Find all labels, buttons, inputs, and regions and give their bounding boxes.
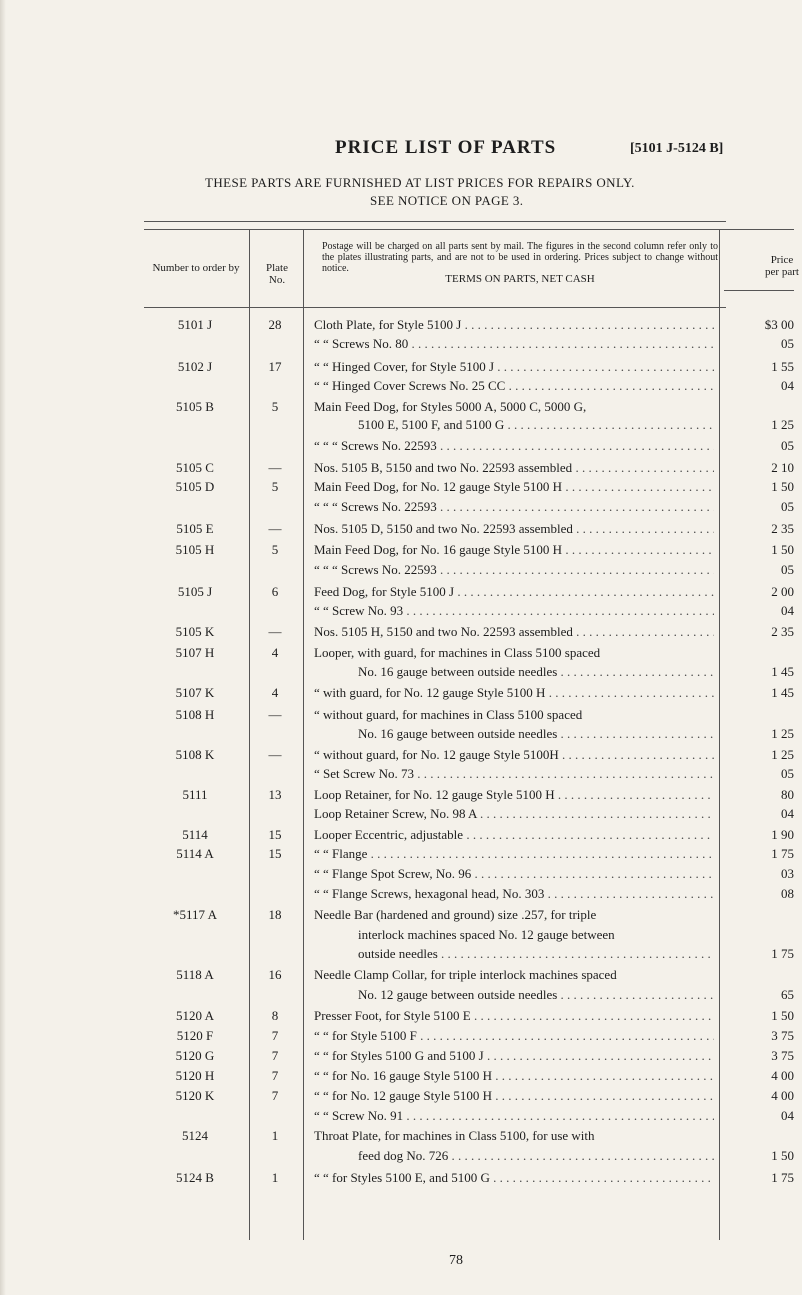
part-number: 5105 D <box>175 479 215 494</box>
table-row <box>0 726 802 746</box>
part-description: “ “ “ Screws No. 22593 . . . <box>314 562 714 578</box>
part-description: Loop Retainer, for No. 12 gauge Style 5100 H . . . <box>314 787 714 803</box>
part-number: 5105 J <box>177 584 213 599</box>
plate-number: 1 <box>271 1128 279 1143</box>
part-price: 05 <box>781 499 794 514</box>
plate-number: 16 <box>268 967 282 982</box>
table-row <box>0 438 802 458</box>
part-number: 5114 A <box>176 846 214 861</box>
part-price: 1 75 <box>771 846 794 861</box>
page-title: PRICE LIST OF PARTS <box>335 137 557 158</box>
part-description: Nos. 5105 H, 5150 and two No. 22593 assembled . . . <box>314 624 714 640</box>
table-row <box>0 1170 802 1190</box>
plate-number: 7 <box>271 1048 279 1063</box>
plate-number: 18 <box>268 907 282 922</box>
part-price: 03 <box>781 866 794 881</box>
column-plate: Plate No. <box>266 262 288 286</box>
part-description: Main Feed Dog, for No. 16 gauge Style 5100 H . . . <box>314 542 714 558</box>
table-row <box>0 806 802 826</box>
part-description: Feed Dog, for Style 5100 J . . . <box>314 584 714 600</box>
part-price: 04 <box>781 603 794 618</box>
part-description: Needle Clamp Collar, for triple interlock machines spaced <box>314 967 617 982</box>
part-price: 4 00 <box>771 1088 794 1103</box>
part-description: “ “ Hinged Cover, for Style 5100 J . . . <box>314 359 714 375</box>
part-description: “ “ for Styles 5100 E, and 5100 G . . . <box>314 1170 714 1186</box>
part-number: 5124 B <box>176 1170 214 1185</box>
part-price: 04 <box>781 806 794 821</box>
table-row <box>0 645 802 665</box>
table-row <box>0 886 802 906</box>
table-row <box>0 460 802 480</box>
plate-number: — <box>268 747 282 762</box>
table-row <box>0 1148 802 1168</box>
part-description: “ without guard, for machines in Class 5100 spaced <box>314 707 583 722</box>
part-price: 2 35 <box>771 521 794 536</box>
part-description: outside needles . . . <box>358 946 714 962</box>
subtitle-repairs: THESE PARTS ARE FURNISHED AT LIST PRICES FOR REPAIRS ONLY. <box>205 175 635 190</box>
part-price: 65 <box>781 987 794 1002</box>
table-row <box>0 317 802 337</box>
part-description: “ “ for No. 12 gauge Style 5100 H . . . <box>314 1088 714 1104</box>
part-description: “ “ Flange Screws, hexagonal head, No. 303 . . . <box>314 886 714 902</box>
part-price: 1 45 <box>771 685 794 700</box>
part-number: 5102 J <box>177 359 213 374</box>
part-price: 1 50 <box>771 479 794 494</box>
plate-number: — <box>268 624 282 639</box>
table-row <box>0 1068 802 1088</box>
notice-text: Postage will be charged on all parts sent by mail. The figures in the second column refer only to the plates illustrating parts, and are not to be used in ordering. Prices subject to change without notice. <box>322 241 718 274</box>
page-number: 78 <box>449 1253 463 1268</box>
table-row <box>0 584 802 604</box>
table-row <box>0 1028 802 1048</box>
part-number: 5120 K <box>175 1088 215 1103</box>
plate-number: — <box>268 521 282 536</box>
part-description: “ “ Screw No. 91 . . . <box>314 1108 714 1124</box>
table-row <box>0 479 802 499</box>
part-price: 1 55 <box>771 359 794 374</box>
part-price: 4 00 <box>771 1068 794 1083</box>
part-price: 1 50 <box>771 1008 794 1023</box>
part-number: 5107 H <box>175 645 215 660</box>
part-price: 1 50 <box>771 542 794 557</box>
table-row <box>0 1088 802 1108</box>
table-row <box>0 664 802 684</box>
plate-number: 7 <box>271 1068 279 1083</box>
part-description: Looper, with guard, for machines in Class 5100 spaced <box>314 645 601 660</box>
header-top-rule-2 <box>144 229 794 230</box>
table-row <box>0 1108 802 1128</box>
part-description: feed dog No. 726 . . . <box>358 1148 714 1164</box>
part-number: 5114 <box>182 827 208 842</box>
part-price: 05 <box>781 336 794 351</box>
part-price: 3 75 <box>771 1028 794 1043</box>
part-number: 5101 J <box>177 317 213 332</box>
part-number: *5117 A <box>173 907 217 922</box>
table-row <box>0 542 802 562</box>
part-description: Nos. 5105 D, 5150 and two No. 22593 assembled . . . <box>314 521 714 537</box>
table-row <box>0 399 802 419</box>
part-description: “ “ Flange Spot Screw, No. 96 . . . <box>314 866 714 882</box>
plate-number: 4 <box>271 685 279 700</box>
part-price: 80 <box>781 787 794 802</box>
part-description: “ “ Flange . . . <box>314 846 714 862</box>
plate-number: 5 <box>271 479 279 494</box>
table-row <box>0 967 802 987</box>
part-price: 2 35 <box>771 624 794 639</box>
header-top-rule <box>144 221 726 222</box>
table-row <box>0 685 802 705</box>
part-description: “ “ “ Screws No. 22593 . . . <box>314 499 714 515</box>
table-row <box>0 946 802 966</box>
table-row <box>0 846 802 866</box>
part-number: 5118 A <box>176 967 214 982</box>
table-row <box>0 987 802 1007</box>
table-row <box>0 417 802 437</box>
part-description: Presser Foot, for Style 5100 E . . . <box>314 1008 714 1024</box>
part-description: Looper Eccentric, adjustable . . . <box>314 827 714 843</box>
part-description: “ “ for No. 16 gauge Style 5100 H . . . <box>314 1068 714 1084</box>
table-row <box>0 624 802 644</box>
part-number: 5108 H <box>175 707 215 722</box>
part-price: 2 10 <box>771 460 794 475</box>
part-price: 1 45 <box>771 664 794 679</box>
column-price: Price per part <box>765 254 799 278</box>
part-description: “ “ “ Screws No. 22593 . . . <box>314 438 714 454</box>
plate-number: 5 <box>271 399 279 414</box>
part-description: Nos. 5105 B, 5150 and two No. 22593 assembled . . . <box>314 460 714 476</box>
part-description: “ Set Screw No. 73 . . . <box>314 766 714 782</box>
plate-number: 1 <box>271 1170 279 1185</box>
part-number: 5105 C <box>176 460 214 475</box>
table-row <box>0 766 802 786</box>
part-description: “ without guard, for No. 12 gauge Style 5100H . . . <box>314 747 714 763</box>
plate-number: 4 <box>271 645 279 660</box>
part-number: 5120 A <box>176 1008 214 1023</box>
table-row <box>0 827 802 847</box>
part-number: 5107 K <box>175 685 215 700</box>
table-row <box>0 378 802 398</box>
subtitle-notice: SEE NOTICE ON PAGE 3. <box>370 193 524 208</box>
table-row <box>0 562 802 582</box>
part-price: 04 <box>781 1108 794 1123</box>
part-description: “ “ Screws No. 80 . . . <box>314 336 714 352</box>
part-number: 5105 K <box>175 624 215 639</box>
plate-number: — <box>268 707 282 722</box>
plate-number: 15 <box>268 846 282 861</box>
terms-line: TERMS ON PARTS, NET CASH <box>445 273 595 285</box>
part-price: 05 <box>781 438 794 453</box>
table-row <box>0 499 802 519</box>
table-row <box>0 359 802 379</box>
part-price: 05 <box>781 562 794 577</box>
column-number: Number to order by <box>152 262 240 274</box>
part-description: Main Feed Dog, for No. 12 gauge Style 5100 H . . . <box>314 479 714 495</box>
plate-number: 6 <box>271 584 279 599</box>
table-row <box>0 927 802 947</box>
part-price: 1 75 <box>771 1170 794 1185</box>
part-description: Needle Bar (hardened and ground) size .257, for triple <box>314 907 597 922</box>
part-price: 1 25 <box>771 726 794 741</box>
part-description: No. 16 gauge between outside needles . . . <box>358 726 714 742</box>
table-row <box>0 1128 802 1148</box>
part-description: “ “ Screw No. 93 . . . <box>314 603 714 619</box>
part-price: 1 25 <box>771 417 794 432</box>
plate-number: 13 <box>268 787 282 802</box>
part-number: 5124 <box>182 1128 208 1143</box>
part-price: $3 00 <box>764 317 794 332</box>
part-range: [5101 J-5124 B] <box>630 141 724 156</box>
part-number: 5120 G <box>175 1048 215 1063</box>
table-row <box>0 336 802 356</box>
part-price: 3 75 <box>771 1048 794 1063</box>
part-price: 1 50 <box>771 1148 794 1163</box>
plate-number: — <box>268 460 282 475</box>
table-row <box>0 866 802 886</box>
table-row <box>0 1008 802 1028</box>
part-number: 5120 H <box>175 1068 215 1083</box>
plate-number: 17 <box>268 359 282 374</box>
part-number: 5105 E <box>176 521 214 536</box>
table-row <box>0 603 802 623</box>
part-description: Main Feed Dog, for Styles 5000 A, 5000 C, 5000 G, <box>314 399 587 414</box>
price-header-rule <box>724 290 794 291</box>
plate-number: 15 <box>268 827 282 842</box>
header-bottom-rule <box>144 307 726 308</box>
part-price: 08 <box>781 886 794 901</box>
table-row <box>0 521 802 541</box>
part-price: 1 75 <box>771 946 794 961</box>
table-row <box>0 907 802 927</box>
part-description: “ “ for Styles 5100 G and 5100 J . . . <box>314 1048 714 1064</box>
part-description: No. 12 gauge between outside needles . . . <box>358 987 714 1003</box>
plate-number: 7 <box>271 1028 279 1043</box>
part-description: Loop Retainer Screw, No. 98 A . . . <box>314 806 714 822</box>
plate-number: 5 <box>271 542 279 557</box>
table-row <box>0 747 802 767</box>
part-price: 04 <box>781 378 794 393</box>
part-number: 5120 F <box>176 1028 214 1043</box>
part-description: Cloth Plate, for Style 5100 J . . . <box>314 317 714 333</box>
table-row <box>0 707 802 727</box>
part-price: 1 25 <box>771 747 794 762</box>
part-number: 5111 <box>182 787 208 802</box>
part-number: 5105 H <box>175 542 215 557</box>
plate-number: 28 <box>268 317 282 332</box>
part-number: 5108 K <box>175 747 215 762</box>
part-price: 05 <box>781 766 794 781</box>
postage-notice <box>322 241 718 285</box>
part-price: 2 00 <box>771 584 794 599</box>
part-description: Throat Plate, for machines in Class 5100, for use with <box>314 1128 595 1143</box>
part-price: 1 90 <box>771 827 794 842</box>
table-row <box>0 787 802 807</box>
part-description: 5100 E, 5100 F, and 5100 G . . . <box>358 417 714 433</box>
part-description: No. 16 gauge between outside needles . . . <box>358 664 714 680</box>
part-description: “ with guard, for No. 12 gauge Style 5100 H . . . <box>314 685 714 701</box>
part-number: 5105 B <box>176 399 214 414</box>
part-description: “ “ for Style 5100 F . . . <box>314 1028 714 1044</box>
table-row <box>0 1048 802 1068</box>
part-description: interlock machines spaced No. 12 gauge between <box>358 927 615 942</box>
plate-number: 7 <box>271 1088 279 1103</box>
part-description: “ “ Hinged Cover Screws No. 25 CC . . . <box>314 378 714 394</box>
plate-number: 8 <box>271 1008 279 1023</box>
